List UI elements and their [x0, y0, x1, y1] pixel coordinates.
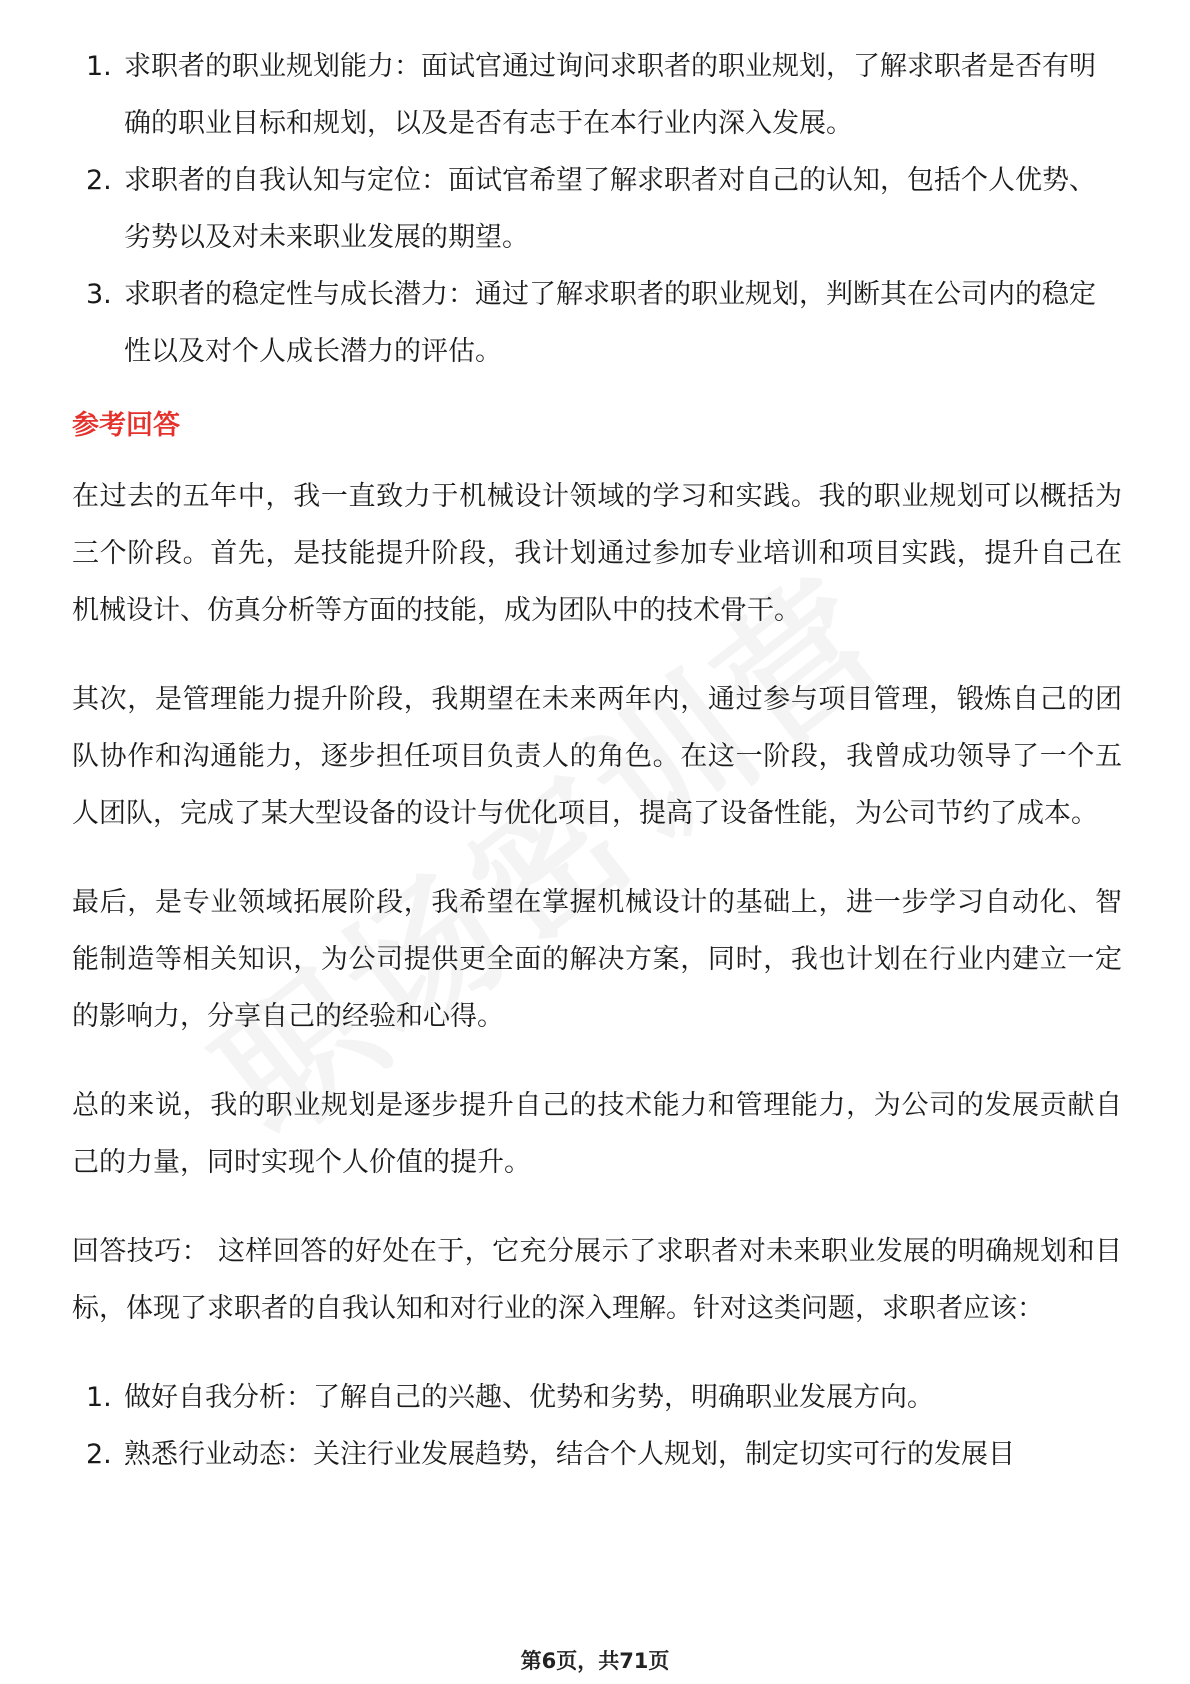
paragraph: 总的来说，我的职业规划是逐步提升自己的技术能力和管理能力，为公司的发展贡献自己的力量，同时实现个人价值的提升。 [72, 1090, 1122, 1178]
list-text: 求职者的职业规划能力：面试官通过询问求职者的职业规划，了解求职者是否有明确的职业目标和规划，以及是否有志于在本行业内深入发展。 [124, 51, 1096, 139]
paragraph: 其次，是管理能力提升阶段，我期望在未来两年内，通过参与项目管理，锻炼自己的团队协作和沟通能力，逐步担任项目负责人的角色。在这一阶段，我曾成功领导了一个五人团队，完成了某大型设备的设计与优化项目，提高了设备性能，为公司节约了成本。 [72, 684, 1122, 829]
page-number-footer: 第6页，共71页 [520, 1649, 670, 1673]
list-number: 1. [86, 51, 112, 82]
list-number: 2. [86, 1439, 112, 1470]
list-item [72, 266, 1122, 380]
list-item [72, 1369, 1122, 1426]
evaluation-points-list [72, 38, 1122, 380]
list-item [72, 152, 1122, 266]
document-page [72, 38, 1122, 1483]
tips-list [72, 1369, 1122, 1483]
list-item [72, 38, 1122, 152]
list-number: 1. [86, 1382, 112, 1413]
list-text: 求职者的稳定性与成长潜力：通过了解求职者的职业规划，判断其在公司内的稳定性以及对个人成长潜力的评估。 [124, 279, 1096, 367]
list-text: 求职者的自我认知与定位：面试官希望了解求职者对自己的认知，包括个人优势、劣势以及对未来职业发展的期望。 [124, 165, 1096, 253]
list-number: 3. [86, 279, 112, 310]
paragraph: 在过去的五年中，我一直致力于机械设计领域的学习和实践。我的职业规划可以概括为三个阶段。首先，是技能提升阶段，我计划通过参加专业培训和项目实践，提升自己在机械设计、仿真分析等方面的技能，成为团队中的技术骨干。 [72, 481, 1122, 626]
list-number: 2. [86, 165, 112, 196]
list-item [72, 1426, 1122, 1483]
paragraph: 最后，是专业领域拓展阶段，我希望在掌握机械设计的基础上，进一步学习自动化、智能制造等相关知识，为公司提供更全面的解决方案，同时，我也计划在行业内建立一定的影响力，分享自己的经验和心得。 [72, 887, 1122, 1032]
section-heading: 参考回答 [72, 410, 180, 441]
list-text: 熟悉行业动态：关注行业发展趋势，结合个人规划，制定切实可行的发展目 [124, 1439, 1015, 1470]
paragraph: 回答技巧： 这样回答的好处在于，它充分展示了求职者对未来职业发展的明确规划和目标，体现了求职者的自我认知和对行业的深入理解。针对这类问题，求职者应该： [72, 1236, 1122, 1324]
list-text: 做好自我分析：了解自己的兴趣、优势和劣势，明确职业发展方向。 [124, 1382, 934, 1413]
